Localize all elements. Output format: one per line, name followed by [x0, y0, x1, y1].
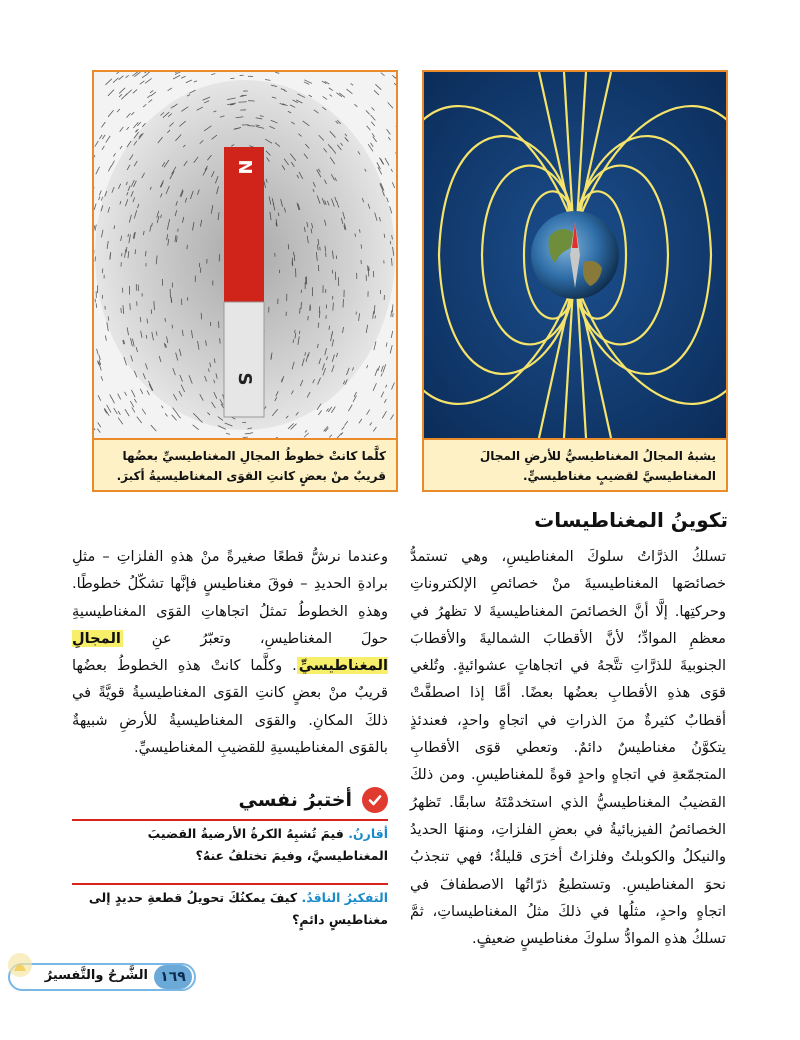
- test-yourself-heading: [238, 787, 388, 813]
- test-yourself-title: أختبرُ نفسي: [238, 789, 352, 811]
- body-text-part-1: وعندما نرشُّ قطعًا صغيرةً منْ هذهِ الفلزاتِ – مثلِ برادةِ الحديدِ – فوقَ مغناطيسٍ فإنَّها تشكّلُ خطوطًا. وهذهِ الخطوطُ تمثلُ اتجاهاتِ القوَى المغناطيسيةِ حولَ المغناطيسِ، وتعبّرُ عنِ: [72, 548, 388, 647]
- body-text-right-column: تسلكُ الذرَّاتُ سلوكَ المغناطيسِ، وهي تستمدُّ خصائصَها المغناطيسيةَ منْ خصائصِ الإلكتروناتِ وحركتِها. إلَّا أنَّ الخصائصَ المغناطيسيةَ لا تظهرُ في معظمِ الموادِّ؛ لأنَّ الأقطابَ الشماليةَ والأقطابَ الجنوبيةَ للذرَّاتِ تتَّجهُ في اتجاهاتٍ عشوائيةٍ. وتُلغي قوَى هذهِ الأقطابِ بعضُها بعضًا. أمَّا إذا اصطفَّتْ أقطابٌ كثيرةٌ منَ الذراتِ في اتجاهٍ واحدٍ، فعندئذٍ يتكوَّنُ مغناطيسٌ دائمٌ. وتعطي قوَى الأقطابِ المتجمّعةِ في اتجاهٍ واحدٍ قوةً للمغناطيسِ. ومن ذلكَ القضيبُ المغناطيسيُّ الذي استخدمْتَهُ سابقًا. تَظهرُ الخصائصُ الفيزيائيةُ في بعضِ الفلزاتِ، ومنهَا الحديدُ والنيكلُ والكوبلتُ وفلزاتٌ أخرَى قليلةٌ؛ فهي تنجذبُ نحوَ المغناطيسِ. وتستطيعُ ذرّاتُها الاصطفافَ في اتجاهٍ واحدٍ، مثلُها في ذلكَ مثلُ المغناطيساتِ، ثمَّ تسلكُ هذهِ الموادُّ سلوكَ مغناطيسٍ ضعيفٍ.: [410, 548, 726, 948]
- footer-section-label: الشَّرحُ والتَّفسيرُ: [44, 968, 148, 983]
- earth-field-image: [424, 72, 726, 438]
- question-critical-thinking: [72, 883, 388, 931]
- lamp-icon: [0, 945, 40, 985]
- question-compare: [72, 819, 388, 867]
- question-critical-label: التفكيرُ الناقدُ.: [301, 890, 388, 905]
- pole-n-label: N: [234, 159, 255, 175]
- body-text-left-column: [72, 543, 388, 761]
- figure-bar-magnet: [92, 70, 398, 492]
- highlighted-term: المجالِ المغناطيسيِّ: [72, 629, 388, 675]
- body-text-part-2: . وكلَّما كانتْ هذهِ الخطوطُ بعضُها قريبٌ منْ بعضٍ كانتِ القوَى المغناطيسيةُ قويَّةً في ذلكَ المكانِ. والقوَى المغناطيسيةُ للأرضِ شبيهةٌ بالقوَى المغناطيسيةِ للقضيبِ المغناطيسيِّ.: [72, 657, 388, 757]
- question-compare-label: أقارنُ.: [348, 826, 388, 841]
- question-compare-text: فيمَ تُشبِهُ الكرةُ الأرضيةُ القضيبَ المغناطيسيَّ، وفيمَ تختلفُ عنهُ؟: [147, 826, 388, 863]
- page-number: ١٦٩: [154, 965, 192, 989]
- section-heading: تكوينُ المغناطيسات: [534, 508, 728, 532]
- check-icon: [362, 787, 388, 813]
- question-critical-text: كيفَ يمكنُكَ تحويلُ قطعةِ حديدٍ إلى مغناطيسٍ دائمٍ؟: [88, 890, 388, 927]
- page-footer: [8, 963, 196, 993]
- pole-s-label: S: [234, 372, 255, 386]
- figure-earth-field: [422, 70, 728, 492]
- figure-right-caption: يشبهُ المجالُ المغناطيسيُّ للأرضِ المجالَ المغناطيسيَّ لقضيبٍ مغناطيسيٍّ.: [424, 438, 726, 490]
- figure-left-caption: كلَّما كانتْ خطوطُ المجالِ المغناطيسيِّ بعضُها قريبٌ منْ بعضٍ كانتِ القوَى المغناطيسيةُ أكبرَ.: [94, 438, 396, 490]
- iron-filings-image: [94, 72, 396, 438]
